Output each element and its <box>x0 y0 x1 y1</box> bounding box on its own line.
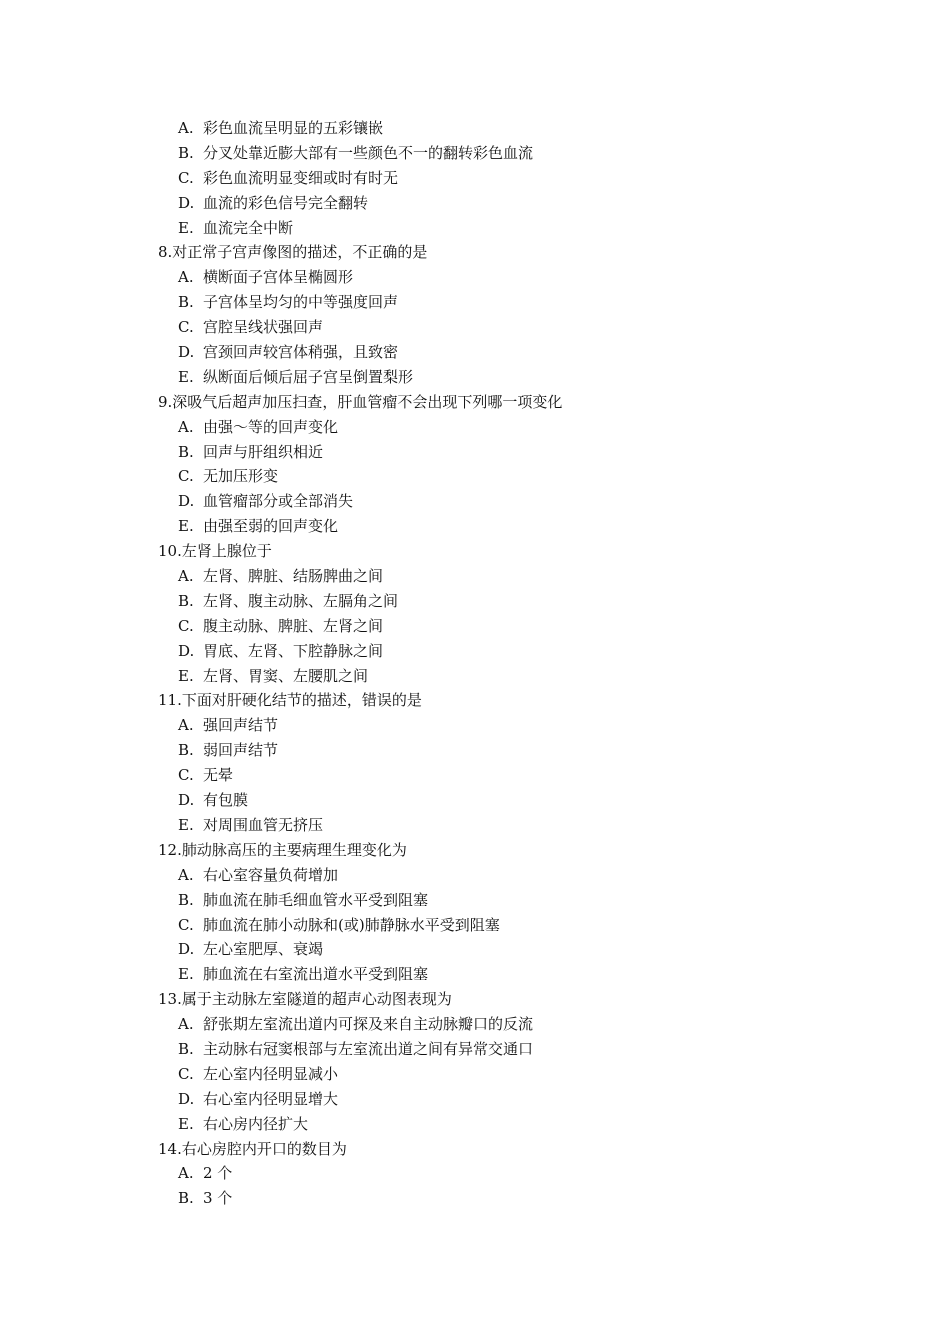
option-text: 主动脉右冠窦根部与左室流出道之间有异常交通口 <box>203 1039 534 1058</box>
answer-option <box>158 738 878 763</box>
answer-option <box>158 265 878 290</box>
option-letter: A. <box>178 268 194 287</box>
option-letter: B. <box>178 890 194 909</box>
answer-option <box>158 514 878 539</box>
question-stem: 9.深吸气后超声加压扫查，肝血管瘤不会出现下列哪一项变化 <box>158 392 563 411</box>
answer-option <box>158 614 878 639</box>
option-letter: D. <box>178 1089 195 1108</box>
option-letter: B. <box>178 442 194 461</box>
option-letter: B. <box>178 293 194 312</box>
answer-option <box>158 1037 878 1062</box>
option-text: 胃底、左肾、下腔静脉之间 <box>203 641 384 660</box>
option-text: 3 个 <box>203 1189 233 1208</box>
answer-option <box>158 141 878 166</box>
answer-option <box>158 863 878 888</box>
option-text: 血流的彩色信号完全翻转 <box>203 193 369 212</box>
answer-option <box>158 1161 878 1186</box>
option-text: 回声与肝组织相近 <box>203 442 324 461</box>
option-text: 左肾、胃窦、左腰肌之间 <box>203 666 369 685</box>
answer-option <box>158 191 878 216</box>
option-text: 由强至弱的回声变化 <box>203 517 339 536</box>
question-stem: 12.肺动脉高压的主要病理生理变化为 <box>158 840 407 859</box>
answer-option <box>158 415 878 440</box>
answer-option <box>158 116 878 141</box>
option-letter: B. <box>178 1039 194 1058</box>
option-text: 左心室肥厚、衰竭 <box>203 940 324 959</box>
option-text: 弱回声结节 <box>203 741 279 760</box>
option-text: 血管瘤部分或全部消失 <box>203 492 354 511</box>
option-text: 彩色血流呈明显的五彩镶嵌 <box>203 119 384 137</box>
answer-option <box>158 1112 878 1137</box>
option-text: 子宫体呈均匀的中等强度回声 <box>203 293 399 312</box>
option-text: 右心室内径明显增大 <box>203 1089 339 1108</box>
answer-option <box>158 813 878 838</box>
option-letter: C. <box>178 1064 194 1083</box>
option-text: 宫腔呈线状强回声 <box>203 318 324 337</box>
answer-option <box>158 464 878 489</box>
answer-option <box>158 913 878 938</box>
option-text: 右心室容量负荷增加 <box>203 865 339 884</box>
answer-option <box>158 639 878 664</box>
answer-option <box>158 788 878 813</box>
option-letter: D. <box>178 641 195 660</box>
option-letter: C. <box>178 168 194 187</box>
answer-option <box>158 315 878 340</box>
answer-option <box>158 365 878 390</box>
answer-option <box>158 589 878 614</box>
option-text: 对周围血管无挤压 <box>203 815 324 834</box>
answer-option <box>158 340 878 365</box>
option-text: 纵断面后倾后屈子宫呈倒置梨形 <box>203 367 414 386</box>
option-letter: A. <box>178 1015 194 1034</box>
answer-option <box>158 1012 878 1037</box>
option-letter: C. <box>178 467 194 486</box>
answer-option <box>158 1062 878 1087</box>
option-text: 左肾、腹主动脉、左膈角之间 <box>203 591 399 610</box>
option-letter: C. <box>178 318 194 337</box>
answer-option <box>158 166 878 191</box>
option-text: 无晕 <box>203 766 234 785</box>
option-text: 横断面子宫体呈椭圆形 <box>203 268 354 287</box>
answer-option <box>158 962 878 987</box>
option-text: 有包膜 <box>203 791 249 810</box>
option-text: 由强～等的回声变化 <box>203 417 339 436</box>
option-text: 左肾、脾脏、结肠脾曲之间 <box>203 567 384 586</box>
option-letter: A. <box>178 716 194 735</box>
option-text: 分叉处靠近膨大部有一些颜色不一的翻转彩色血流 <box>203 143 534 162</box>
answer-option <box>158 290 878 315</box>
option-letter: D. <box>178 940 195 959</box>
option-text: 腹主动脉、脾脏、左肾之间 <box>203 616 384 635</box>
answer-option <box>158 440 878 465</box>
option-letter: A. <box>178 567 194 586</box>
option-text: 强回声结节 <box>203 716 279 735</box>
answer-option <box>158 713 878 738</box>
option-letter: B. <box>178 591 194 610</box>
question-stem: 8.对正常子宫声像图的描述，不正确的是 <box>158 243 428 262</box>
option-text: 右心房内径扩大 <box>203 1114 309 1133</box>
option-text: 肺血流在肺毛细血管水平受到阻塞 <box>203 890 429 909</box>
option-letter: D. <box>178 492 195 511</box>
option-letter: C. <box>178 766 194 785</box>
option-letter: A. <box>178 1164 194 1183</box>
option-text: 左心室内径明显减小 <box>203 1064 339 1083</box>
option-text: 肺血流在肺小动脉和(或)肺静脉水平受到阻塞 <box>203 915 500 934</box>
option-letter: E. <box>178 218 194 237</box>
option-letter: E. <box>178 1114 194 1133</box>
option-letter: D. <box>178 343 195 362</box>
option-text: 舒张期左室流出道内可探及来自主动脉瓣口的反流 <box>203 1015 534 1034</box>
answer-option <box>158 937 878 962</box>
option-letter: E. <box>178 965 194 984</box>
option-letter: B. <box>178 1189 194 1208</box>
option-text: 血流完全中断 <box>203 218 294 237</box>
option-text: 无加压形变 <box>203 467 279 486</box>
option-letter: A. <box>178 119 194 137</box>
option-text: 肺血流在右室流出道水平受到阻塞 <box>203 965 429 984</box>
option-letter: B. <box>178 741 194 760</box>
option-text: 宫颈回声较宫体稍强，且致密 <box>203 343 399 362</box>
question-stem: 14.右心房腔内开口的数目为 <box>158 1139 347 1158</box>
question-stem: 13.属于主动脉左室隧道的超声心动图表现为 <box>158 990 452 1009</box>
option-letter: C. <box>178 616 194 635</box>
answer-option <box>158 888 878 913</box>
answer-option <box>158 1186 878 1211</box>
option-letter: B. <box>178 143 194 162</box>
option-letter: E. <box>178 517 194 536</box>
answer-option <box>158 1087 878 1112</box>
option-text: 2 个 <box>203 1164 233 1183</box>
answer-option <box>158 489 878 514</box>
option-letter: E. <box>178 367 194 386</box>
option-letter: A. <box>178 417 194 436</box>
answer-option <box>158 664 878 689</box>
answer-option <box>158 763 878 788</box>
question-stem: 11.下面对肝硬化结节的描述，错误的是 <box>158 691 422 710</box>
option-letter: D. <box>178 193 195 212</box>
option-letter: E. <box>178 815 194 834</box>
option-letter: E. <box>178 666 194 685</box>
answer-option <box>158 216 878 241</box>
option-letter: C. <box>178 915 194 934</box>
option-letter: D. <box>178 791 195 810</box>
option-letter: A. <box>178 865 194 884</box>
option-text: 彩色血流明显变细或时有时无 <box>203 168 399 187</box>
document-body <box>158 116 878 1211</box>
question-stem: 10.左肾上腺位于 <box>158 542 272 561</box>
answer-option <box>158 564 878 589</box>
